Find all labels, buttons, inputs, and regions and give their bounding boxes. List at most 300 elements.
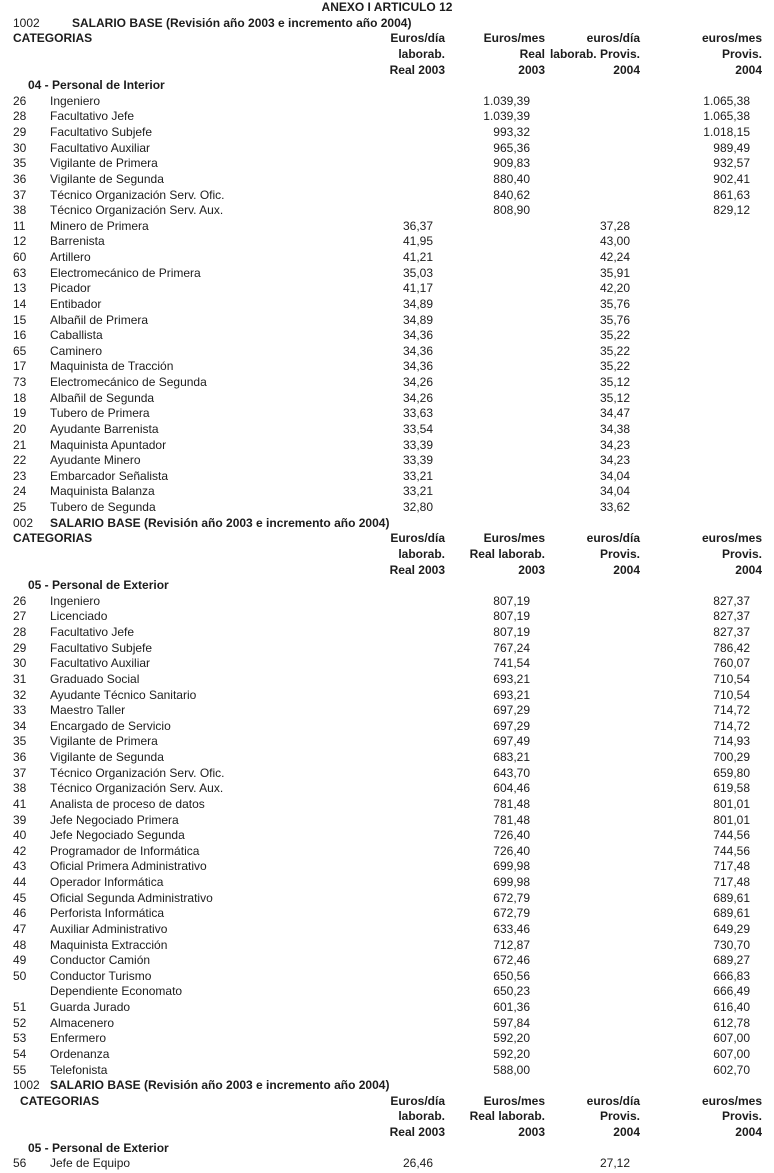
value-euros-dia-provis: 42,20 <box>599 281 630 296</box>
value-euros-mes-provis: 666,49 <box>713 984 750 999</box>
value-euros-dia-real: 41,95 <box>402 234 433 249</box>
value-euros-dia-real: 36,37 <box>402 218 433 233</box>
value-euros-dia-provis: 35,12 <box>599 390 630 405</box>
row-category: Guarda Jurado <box>50 1000 131 1015</box>
table-row <box>0 375 774 391</box>
column-header-line: 2004 <box>735 1125 762 1140</box>
value-euros-mes-provis: 760,07 <box>713 656 750 671</box>
value-euros-dia-real <box>340 703 433 719</box>
value-euros-mes-real: 683,21 <box>493 750 530 765</box>
value-euros-mes-provis: 612,78 <box>713 1015 750 1030</box>
value-euros-dia-provis: 34,04 <box>599 484 630 499</box>
value-euros-dia-real <box>340 797 433 813</box>
row-number: 19 <box>13 406 27 421</box>
value-euros-dia-provis: 34,04 <box>599 468 630 483</box>
table-row <box>0 156 774 172</box>
column-header-line: laborab. <box>398 546 445 561</box>
row-number: 73 <box>13 375 27 390</box>
row-category: Programador de Informática <box>50 843 200 858</box>
row-number: 33 <box>13 703 27 718</box>
row-number: 54 <box>13 1046 27 1061</box>
value-euros-mes-real: 807,19 <box>493 609 530 624</box>
value-euros-mes-provis <box>630 375 750 391</box>
value-euros-dia-provis <box>530 188 630 204</box>
row-number: 52 <box>13 1015 27 1030</box>
value-euros-mes-provis <box>630 391 750 407</box>
value-euros-dia-real <box>340 156 433 172</box>
value-euros-dia-provis: 35,22 <box>599 359 630 374</box>
row-category: Maquinista Extracción <box>50 937 168 952</box>
value-euros-dia-real <box>340 969 433 985</box>
value-euros-mes-real: 693,21 <box>493 671 530 686</box>
value-euros-mes-real: 741,54 <box>493 656 530 671</box>
table-row <box>0 813 774 829</box>
section-rows <box>0 94 774 516</box>
row-category: Jefe Negociado Primera <box>50 812 179 827</box>
row-category: Técnico Organización Serv. Ofic. <box>50 187 225 202</box>
value-euros-dia-real <box>340 203 433 219</box>
column-header-line: Real 2003 <box>389 562 445 577</box>
value-euros-dia-real <box>340 859 433 875</box>
row-category: Caminero <box>50 343 103 358</box>
table-row <box>0 734 774 750</box>
categories-label: CATEGORIAS <box>13 31 93 46</box>
value-euros-dia-real <box>340 984 433 1000</box>
column-header-line: Euros/día <box>390 31 445 46</box>
table-row <box>0 891 774 907</box>
row-number: 23 <box>13 468 27 483</box>
column-header-line: laborab. <box>398 46 445 61</box>
row-number: 55 <box>13 1062 27 1077</box>
row-category: Albañil de Primera <box>50 312 149 327</box>
value-euros-mes-real <box>433 438 530 454</box>
row-number: 27 <box>13 609 27 624</box>
value-euros-mes-provis: 666,83 <box>713 968 750 983</box>
row-number: 36 <box>13 171 27 186</box>
row-category: Ayudante Barrenista <box>50 421 159 436</box>
value-euros-dia-real <box>340 1000 433 1016</box>
column-header-euros-mes-real <box>445 31 545 78</box>
row-category: Caballista <box>50 328 103 343</box>
table-row <box>0 922 774 938</box>
table-row <box>0 281 774 297</box>
value-euros-mes-provis <box>630 266 750 282</box>
value-euros-mes-provis <box>630 1156 750 1172</box>
row-category: Artillero <box>50 250 91 265</box>
row-number: 60 <box>13 250 27 265</box>
column-header-line: 2004 <box>613 62 640 77</box>
value-euros-dia-real: 33,63 <box>402 406 433 421</box>
row-category: Encargado de Servicio <box>50 718 171 733</box>
value-euros-dia-provis <box>530 984 630 1000</box>
value-euros-dia-real: 26,46 <box>402 1156 433 1171</box>
table-row <box>0 1000 774 1016</box>
row-number: 30 <box>13 656 27 671</box>
table-row <box>0 844 774 860</box>
column-header-line: Real laborab. <box>469 546 545 561</box>
table-row <box>0 906 774 922</box>
value-euros-mes-provis: 829,12 <box>713 203 750 218</box>
value-euros-mes-real <box>433 328 530 344</box>
value-euros-dia-provis <box>530 969 630 985</box>
row-number: 28 <box>13 625 27 640</box>
row-number: 38 <box>13 781 27 796</box>
row-category: Ayudante Minero <box>50 453 141 468</box>
column-header-euros-dia-real <box>340 31 445 78</box>
value-euros-dia-provis <box>530 813 630 829</box>
value-euros-dia-real <box>340 109 433 125</box>
value-euros-dia-real <box>340 766 433 782</box>
value-euros-mes-real <box>433 391 530 407</box>
value-euros-mes-real <box>433 484 530 500</box>
value-euros-dia-real: 33,21 <box>402 484 433 499</box>
row-number: 18 <box>13 390 27 405</box>
row-number: 24 <box>13 484 27 499</box>
row-category: Ingeniero <box>50 93 101 108</box>
row-category: Ordenanza <box>50 1046 110 1061</box>
value-euros-mes-provis: 607,00 <box>713 1031 750 1046</box>
column-header-euros-dia-provis <box>545 31 640 78</box>
value-euros-dia-provis <box>530 922 630 938</box>
row-number: 65 <box>13 343 27 358</box>
value-euros-mes-provis <box>630 234 750 250</box>
column-header-line: Euros/mes <box>483 31 545 46</box>
value-euros-dia-provis: 33,62 <box>599 500 630 515</box>
group-header: 04 - Personal de Interior <box>28 78 165 93</box>
value-euros-mes-provis: 786,42 <box>713 640 750 655</box>
row-number: 32 <box>13 687 27 702</box>
row-number: 44 <box>13 875 27 890</box>
value-euros-dia-real: 35,03 <box>402 265 433 280</box>
value-euros-mes-provis: 710,54 <box>713 687 750 702</box>
value-euros-mes-provis: 714,72 <box>713 718 750 733</box>
table-row <box>0 391 774 407</box>
value-euros-dia-real <box>340 938 433 954</box>
table-row <box>0 688 774 704</box>
table-row <box>0 875 774 891</box>
column-header-line: Provis. <box>599 1109 640 1124</box>
value-euros-dia-provis: 37,28 <box>599 218 630 233</box>
column-header-line: Euros/mes <box>483 1093 545 1108</box>
section <box>0 516 774 1079</box>
row-category: Técnico Organización Serv. Ofic. <box>50 765 225 780</box>
column-header-line: Provis. <box>599 546 640 561</box>
value-euros-dia-real <box>340 906 433 922</box>
value-euros-mes-real <box>433 1156 530 1172</box>
value-euros-mes-provis: 717,48 <box>713 875 750 890</box>
value-euros-dia-real <box>340 891 433 907</box>
value-euros-mes-provis: 1.065,38 <box>703 93 750 108</box>
row-number: 26 <box>13 593 27 608</box>
row-number: 42 <box>13 843 27 858</box>
section-code: 002 <box>13 515 34 530</box>
column-header-line: 2003 <box>518 62 545 77</box>
value-euros-mes-real <box>433 281 530 297</box>
row-category: Vigilante de Primera <box>50 156 158 171</box>
row-number <box>13 984 50 1000</box>
value-euros-dia-provis <box>530 766 630 782</box>
row-category: Facultativo Jefe <box>50 625 135 640</box>
column-header-euros-dia-real <box>340 1094 445 1141</box>
row-number: 49 <box>13 953 27 968</box>
table-row <box>0 828 774 844</box>
table-row <box>0 672 774 688</box>
table-row <box>0 953 774 969</box>
value-euros-mes-provis: 649,29 <box>713 921 750 936</box>
table-row <box>0 484 774 500</box>
value-euros-mes-real: 633,46 <box>493 921 530 936</box>
value-euros-mes-real <box>433 375 530 391</box>
row-category: Embarcador Señalista <box>50 468 169 483</box>
value-euros-dia-provis: 27,12 <box>599 1156 630 1171</box>
table-row <box>0 625 774 641</box>
row-number: 34 <box>13 718 27 733</box>
column-header-euros-mes-provis <box>640 31 762 78</box>
row-number: 37 <box>13 765 27 780</box>
row-number: 36 <box>13 750 27 765</box>
value-euros-mes-real: 808,90 <box>493 203 530 218</box>
value-euros-dia-real: 34,26 <box>402 390 433 405</box>
column-header-line: 2004 <box>613 562 640 577</box>
value-euros-dia-provis <box>530 156 630 172</box>
value-euros-dia-real <box>340 94 433 110</box>
value-euros-mes-provis: 744,56 <box>713 843 750 858</box>
value-euros-dia-provis <box>530 172 630 188</box>
value-euros-mes-real <box>433 266 530 282</box>
value-euros-dia-real <box>340 172 433 188</box>
column-header-line: laborab. <box>398 1109 445 1124</box>
value-euros-mes-provis <box>630 313 750 329</box>
row-number: 29 <box>13 125 27 140</box>
value-euros-dia-real <box>340 656 433 672</box>
row-number: 20 <box>13 421 27 436</box>
table-row <box>0 938 774 954</box>
value-euros-mes-real <box>433 453 530 469</box>
value-euros-dia-provis <box>530 828 630 844</box>
value-euros-dia-real: 33,21 <box>402 468 433 483</box>
value-euros-mes-real <box>433 250 530 266</box>
value-euros-mes-provis: 616,40 <box>713 1000 750 1015</box>
row-number: 53 <box>13 1031 27 1046</box>
value-euros-mes-real: 726,40 <box>493 828 530 843</box>
table-row <box>0 797 774 813</box>
column-header-line: Provis. <box>721 546 762 561</box>
value-euros-dia-provis <box>530 141 630 157</box>
column-header-line: euros/día <box>586 1093 640 1108</box>
value-euros-mes-provis: 689,61 <box>713 906 750 921</box>
row-category: Perforista Informática <box>50 906 165 921</box>
row-category: Barrenista <box>50 234 105 249</box>
value-euros-dia-real <box>340 625 433 641</box>
value-euros-dia-provis: 35,22 <box>599 343 630 358</box>
table-row <box>0 984 774 1000</box>
value-euros-dia-real: 34,36 <box>402 343 433 358</box>
value-euros-mes-real: 767,24 <box>493 640 530 655</box>
section-heading-line <box>0 1078 774 1094</box>
column-header-euros-dia-provis <box>545 1094 640 1141</box>
value-euros-mes-real: 699,98 <box>493 859 530 874</box>
row-number: 39 <box>13 812 27 827</box>
table-row <box>0 438 774 454</box>
row-category: Facultativo Jefe <box>50 109 135 124</box>
value-euros-dia-real <box>340 672 433 688</box>
value-euros-mes-real <box>433 406 530 422</box>
value-euros-dia-real <box>340 1031 433 1047</box>
value-euros-mes-real: 807,19 <box>493 593 530 608</box>
column-header-line: laborab. Provis. <box>549 46 640 61</box>
row-category: Picador <box>50 281 91 296</box>
row-category: Almacenero <box>50 1015 115 1030</box>
row-number: 43 <box>13 859 27 874</box>
value-euros-mes-provis: 714,72 <box>713 703 750 718</box>
section-heading: SALARIO BASE (Revisión año 2003 e incremento año 2004) <box>50 1078 390 1093</box>
column-header-line: Provis. <box>721 1109 762 1124</box>
value-euros-mes-provis <box>630 406 750 422</box>
row-number: 12 <box>13 234 27 249</box>
table-row <box>0 1031 774 1047</box>
row-category: Entibador <box>50 296 102 311</box>
row-category: Técnico Organización Serv. Aux. <box>50 203 224 218</box>
value-euros-dia-provis <box>530 656 630 672</box>
value-euros-mes-provis <box>630 422 750 438</box>
table-row <box>0 328 774 344</box>
value-euros-mes-provis: 861,63 <box>713 187 750 202</box>
value-euros-mes-provis: 801,01 <box>713 812 750 827</box>
table-row <box>0 703 774 719</box>
table-row <box>0 422 774 438</box>
row-category: Licenciado <box>50 609 108 624</box>
row-category: Jefe de Equipo <box>50 1156 131 1171</box>
row-category: Facultativo Subjefe <box>50 640 153 655</box>
row-number: 41 <box>13 796 27 811</box>
categories-label: CATEGORIAS <box>13 531 93 546</box>
value-euros-dia-provis <box>530 953 630 969</box>
value-euros-mes-real: 672,46 <box>493 953 530 968</box>
value-euros-mes-real: 781,48 <box>493 796 530 811</box>
row-category: Maquinista Apuntador <box>50 437 167 452</box>
value-euros-dia-real: 34,89 <box>402 296 433 311</box>
value-euros-mes-real <box>433 469 530 485</box>
value-euros-dia-provis <box>530 719 630 735</box>
value-euros-mes-real <box>433 359 530 375</box>
row-number: 63 <box>13 265 27 280</box>
value-euros-dia-real: 33,39 <box>402 437 433 452</box>
row-number: 26 <box>13 93 27 108</box>
table-row <box>0 297 774 313</box>
table-row <box>0 1156 774 1172</box>
group-header: 05 - Personal de Exterior <box>28 578 169 593</box>
value-euros-dia-real: 41,17 <box>402 281 433 296</box>
table-header <box>0 531 774 578</box>
value-euros-dia-real <box>340 688 433 704</box>
value-euros-dia-provis: 34,23 <box>599 453 630 468</box>
row-category: Dependiente Economato <box>50 984 183 999</box>
value-euros-mes-real: 909,83 <box>493 156 530 171</box>
row-number: 25 <box>13 500 27 515</box>
row-number: 50 <box>13 968 27 983</box>
value-euros-mes-real: 697,29 <box>493 703 530 718</box>
value-euros-dia-provis <box>530 1047 630 1063</box>
value-euros-mes-provis <box>630 500 750 516</box>
value-euros-dia-provis <box>530 1000 630 1016</box>
value-euros-mes-real <box>433 297 530 313</box>
row-number: 21 <box>13 437 27 452</box>
table-row <box>0 719 774 735</box>
row-number: 37 <box>13 187 27 202</box>
column-header-line: Euros/mes <box>483 531 545 546</box>
value-euros-dia-real <box>340 141 433 157</box>
table-row <box>0 234 774 250</box>
row-category: Maquinista de Tracción <box>50 359 174 374</box>
row-number: 40 <box>13 828 27 843</box>
value-euros-dia-real <box>340 125 433 141</box>
row-number: 11 <box>13 218 26 233</box>
value-euros-mes-provis: 827,37 <box>713 593 750 608</box>
table-row <box>0 1016 774 1032</box>
value-euros-mes-provis <box>630 484 750 500</box>
row-category: Graduado Social <box>50 671 140 686</box>
column-header-euros-dia-real <box>340 531 445 578</box>
value-euros-dia-real: 34,26 <box>402 375 433 390</box>
value-euros-dia-provis <box>530 109 630 125</box>
section <box>0 16 774 516</box>
value-euros-dia-provis <box>530 859 630 875</box>
row-category: Oficial Primera Administrativo <box>50 859 207 874</box>
row-category: Facultativo Auxiliar <box>50 140 151 155</box>
value-euros-dia-provis <box>530 844 630 860</box>
value-euros-dia-provis <box>530 688 630 704</box>
table-row <box>0 109 774 125</box>
value-euros-dia-provis: 35,22 <box>599 328 630 343</box>
value-euros-mes-provis: 659,80 <box>713 765 750 780</box>
value-euros-mes-real: 697,29 <box>493 718 530 733</box>
value-euros-dia-provis <box>530 938 630 954</box>
value-euros-dia-real <box>340 609 433 625</box>
column-header-line: 2004 <box>613 1125 640 1140</box>
table-row <box>0 750 774 766</box>
row-category: Oficial Segunda Administrativo <box>50 890 213 905</box>
value-euros-dia-provis <box>530 906 630 922</box>
table-row <box>0 641 774 657</box>
value-euros-dia-provis <box>530 672 630 688</box>
value-euros-dia-provis: 35,76 <box>599 312 630 327</box>
value-euros-dia-provis <box>530 1031 630 1047</box>
value-euros-dia-provis <box>530 797 630 813</box>
row-number: 14 <box>13 296 27 311</box>
column-header-line: Provis. <box>721 46 762 61</box>
row-number: 31 <box>13 671 27 686</box>
value-euros-mes-real: 993,32 <box>493 125 530 140</box>
value-euros-mes-real: 650,23 <box>493 984 530 999</box>
value-euros-mes-real: 781,48 <box>493 812 530 827</box>
value-euros-mes-provis: 700,29 <box>713 750 750 765</box>
value-euros-dia-real <box>340 813 433 829</box>
value-euros-mes-real: 1.039,39 <box>483 93 530 108</box>
table-row <box>0 859 774 875</box>
value-euros-mes-real: 592,20 <box>493 1031 530 1046</box>
value-euros-dia-provis <box>530 609 630 625</box>
value-euros-mes-provis <box>630 297 750 313</box>
value-euros-mes-provis: 602,70 <box>713 1062 750 1077</box>
page-title: ANEXO I ARTICULO 12 <box>321 0 453 14</box>
value-euros-dia-provis: 35,76 <box>599 296 630 311</box>
value-euros-dia-provis: 43,00 <box>599 234 630 249</box>
value-euros-mes-provis <box>630 453 750 469</box>
value-euros-mes-real: 712,87 <box>493 937 530 952</box>
row-category: Facultativo Subjefe <box>50 125 153 140</box>
value-euros-mes-real <box>433 344 530 360</box>
row-category: Electromecánico de Primera <box>50 265 201 280</box>
